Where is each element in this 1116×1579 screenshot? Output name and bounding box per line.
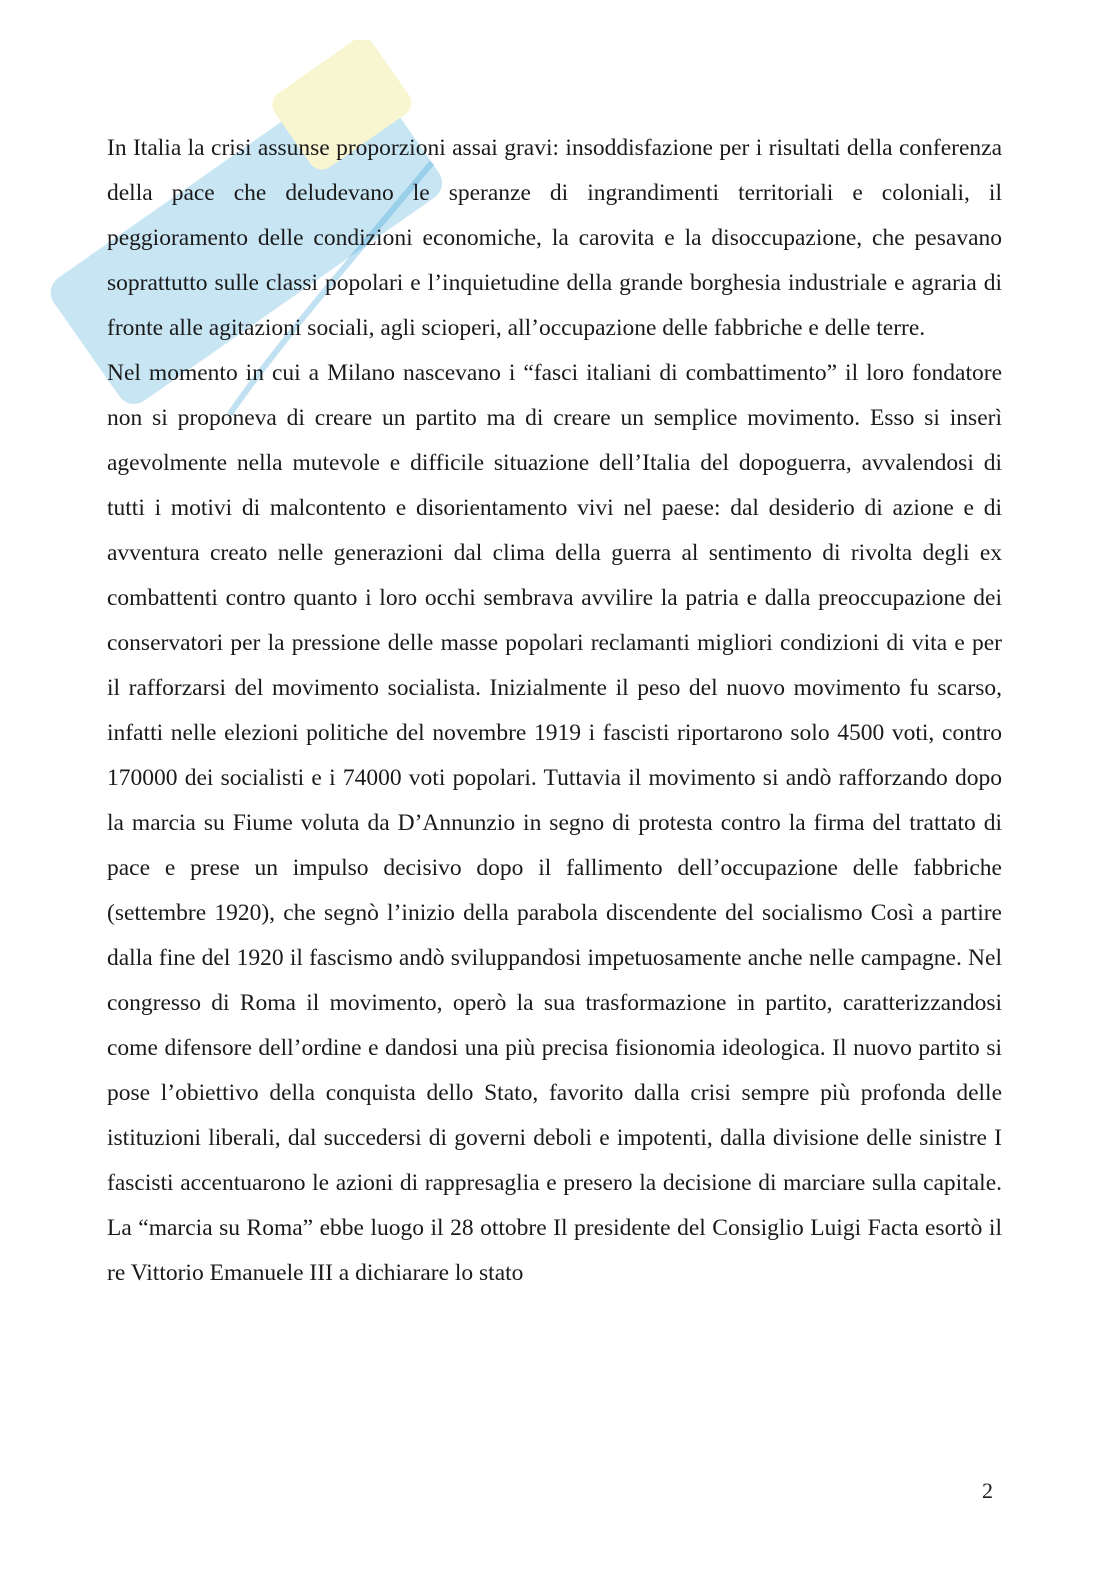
document-body: [107, 126, 1002, 1296]
paragraph-1: In Italia la crisi assunse proporzioni assai gravi: insoddisfazione per i risultati della conferenza della pace che deludevano le speranze di ingrandimenti territoriali e coloniali, il peggioramento delle condizioni economiche, la carovita e la disoccupazione, che pesavano soprattutto sulle classi popolari e l’inquietudine della grande borghesia industriale e agraria di fronte alle agitazioni sociali, agli scioperi, all’occupazione delle fabbriche e delle terre.: [107, 135, 1002, 341]
paragraph-2: Nel momento in cui a Milano nascevano i “fasci italiani di combattimento” il loro fondatore non si proponeva di creare un partito ma di creare un semplice movimento. Esso si inserì agevolmente nella mutevole e difficile situazione dell’Italia del dopoguerra, avvalendosi di tutti i motivi di malcontento e disorientamento vivi nel paese: dal desiderio di azione e di avventura creato nelle generazioni dal clima della guerra al sentimento di rivolta degli ex combattenti contro quanto i loro occhi sembrava avvilire la patria e dalla preoccupazione dei conservatori per la pressione delle masse popolari reclamanti migliori condizioni di vita e per il rafforzarsi del movimento socialista. Inizialmente il peso del nuovo movimento fu scarso, infatti nelle elezioni politiche del novembre 1919 i fascisti riportarono solo 4500 voti, contro 170000 dei socialisti e i 74000 voti popolari. Tuttavia il movimento si andò rafforzando dopo la marcia su Fiume voluta da D’Annunzio in segno di protesta contro la firma del trattato di pace e prese un impulso decisivo dopo il fallimento dell’occupazione delle fabbriche (settembre 1920), che segnò l’inizio della parabola discendente del socialismo Così a partire dalla fine del 1920 il fascismo andò sviluppandosi impetuosamente anche nelle campagne. Nel congresso di Roma il movimento, operò la sua trasformazione in partito, caratterizzandosi come difensore dell’ordine e dandosi una più precisa fisionomia ideologica. Il nuovo partito si pose l’obiettivo della conquista dello Stato, favorito dalla crisi sempre più profonda delle istituzioni liberali, dal succedersi di governi deboli e impotenti, dalla divisione delle sinistre I fascisti accentuarono le azioni di rappresaglia e presero la decisione di marciare sulla capitale. La “marcia su Roma” ebbe luogo il 28 ottobre Il presidente del Consiglio Luigi Facta esortò il re Vittorio Emanuele III a dichiarare lo stato: [107, 360, 1002, 1286]
page-number: 2: [982, 1478, 993, 1503]
